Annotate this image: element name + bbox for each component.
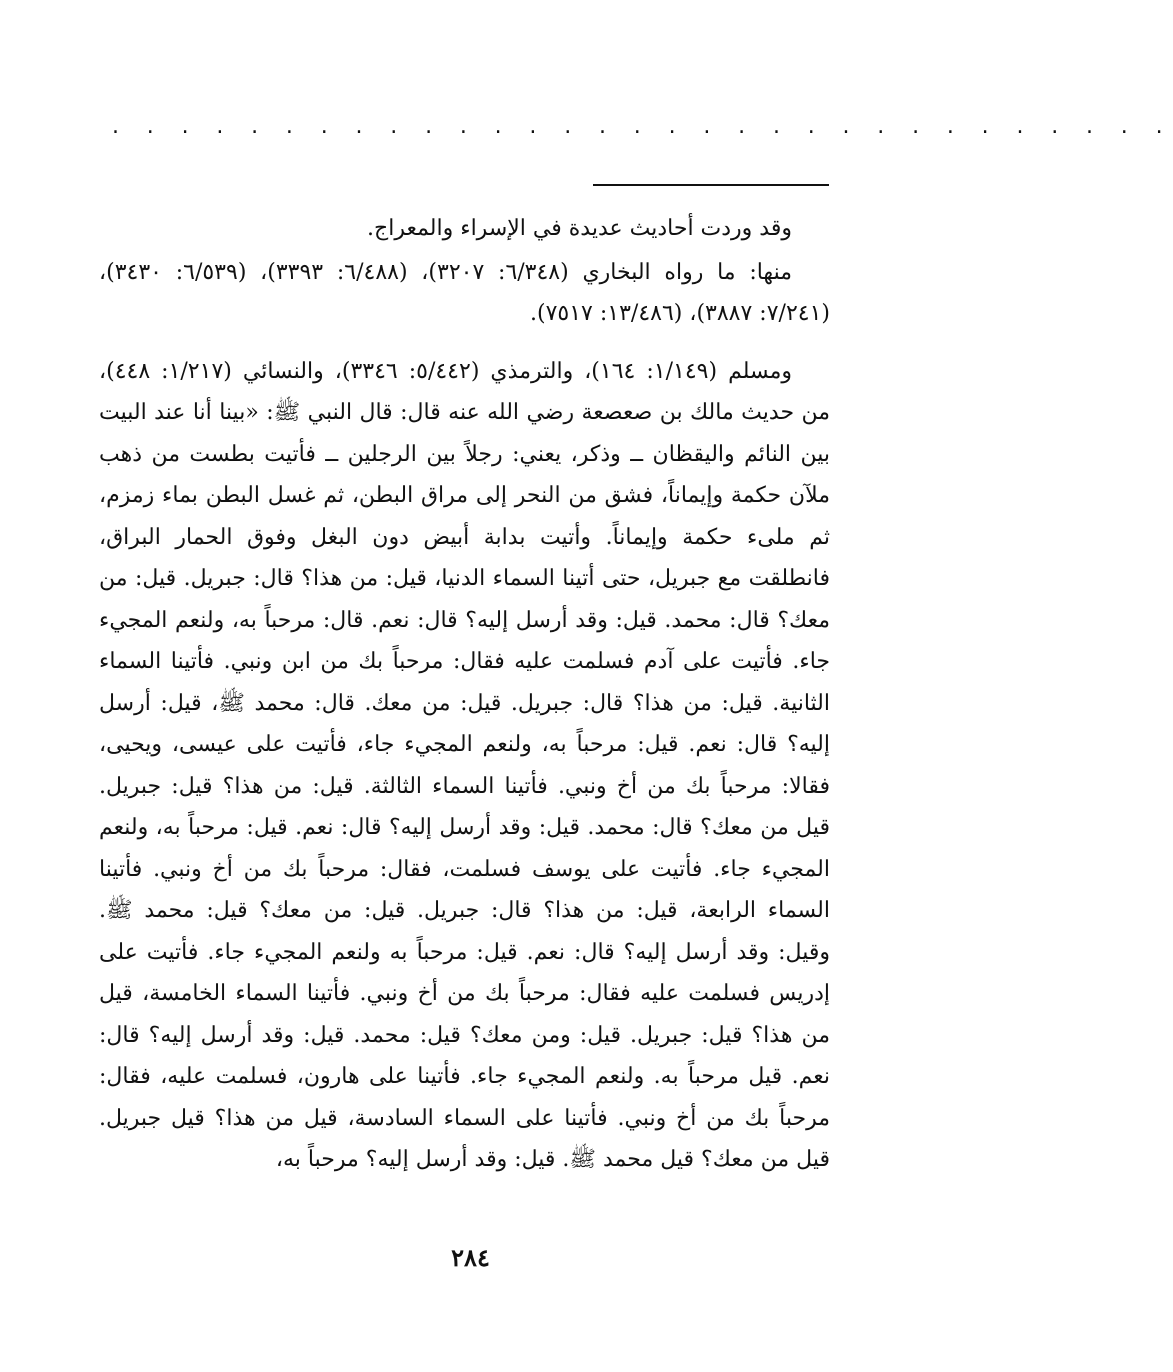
footnote-rule (593, 184, 829, 186)
paragraph-intro: وقد وردت أحاديث عديدة في الإسراء والمعراج. (367, 216, 792, 241)
footnote-text (99, 208, 830, 1181)
paragraph-bukhari-references: منها: ما رواه البخاري (٦/٣٤٨: ٣٢٠٧)، (٦/٤٨٨: ٣٣٩٣)، (٦/٥٣٩: ٣٤٣٠)، (٧/٢٤١: ٣٨٨٧)، (١٣/٤٨٦: ٧٥١٧). (99, 259, 830, 326)
page-number: ٢٨٤ (451, 1243, 490, 1272)
paragraph-hadith-text: ومسلم (١/١٤٩: ١٦٤)، والترمذي (٥/٤٤٢: ٣٣٤٦)، والنسائي (١/٢١٧: ٤٤٨)، من حديث مالك بن صعصعة رضي الله عنه قال: قال النبي ﷺ: «بينا أنا عند البيت بين النائم واليقظان ــ وذكر، يعني: رجلاً بين الرجلين ــ فأتيت بطست من ذهب ملآن حكمة وإيماناً، فشق من النحر إلى مراق البطن، ثم غسل البطن بماء زمزم، ثم ملىء حكمة وإيماناً. وأتيت بدابة أبيض دون البغل وفوق الحمار البراق، فانطلقت مع جبريل، حتى أتينا السماء الدنيا، قيل: من هذا؟ قال: جبريل. قيل: من معك؟ قال: محمد. قيل: وقد أرسل إليه؟ قال: نعم. قال: مرحباً به، ولنعم المجيء جاء. فأتيت على آدم فسلمت عليه فقال: مرحباً بك من ابن ونبي. فأتينا السماء الثانية. قيل: من هذا؟ قال: جبريل. قيل: من معك. قال: محمد ﷺ، قيل: أرسل إليه؟ قال: نعم. قيل: مرحباً به، ولنعم المجيء جاء، فأتيت على عيسى، ويحيى، فقالا: مرحباً بك من أخ ونبي. فأتينا السماء الثالثة. قيل: من هذا؟ قيل: جبريل. قيل من معك؟ قال: محمد. قيل: وقد أرسل إليه؟ قال: نعم. قيل: مرحباً به، ولنعم المجيء جاء. فأتيت على يوسف فسلمت، فقال: مرحباً بك من أخ ونبي. فأتينا السماء الرابعة، قيل: من هذا؟ قال: جبريل. قيل: من معك؟ قيل: محمد ﷺ. وقيل: وقد أرسل إليه؟ قال: نعم. قيل: مرحباً به ولنعم المجيء جاء. فأتيت على إدريس فسلمت عليه فقال: مرحباً بك من أخ ونبي. فأتينا السماء الخامسة، قيل من هذا؟ قيل: جبريل. قيل: ومن معك؟ قيل: محمد. قيل: وقد أرسل إليه؟ قال: نعم. قيل مرحباً به. ولنعم المجيء جاء. فأتينا على هارون، فسلمت عليه، فقال: مرحباً بك من أخ ونبي. فأتينا على السماء السادسة، قيل من هذا؟ قيل جبريل. قيل من معك؟ قيل محمد ﷺ. قيل: وقد أرسل إليه؟ مرحباً به، (99, 358, 830, 1172)
dotted-separator: . . . . . . . . . . . . . . . . . . . . . . . . . . . . . . . (112, 114, 1173, 139)
